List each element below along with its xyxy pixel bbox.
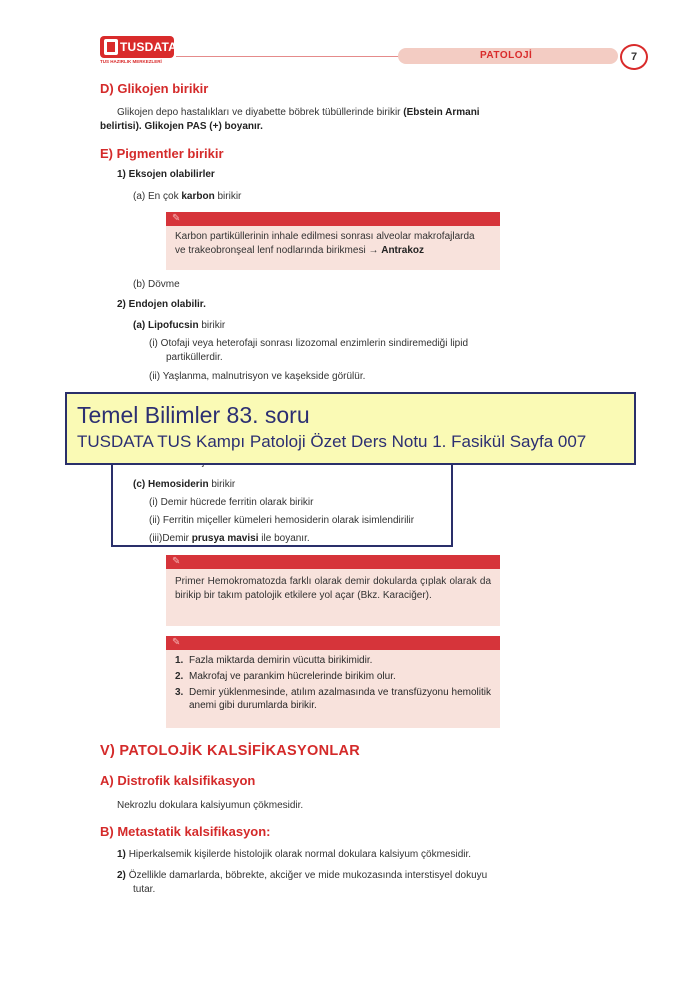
hemosiderin-i: (i) Demir hücrede ferritin olarak birikir [149, 497, 314, 508]
hemosiderin-ii: (ii) Ferritin miçeller kümeleri hemosiderin olarak isimlendirilir [149, 515, 415, 526]
note-list-number: 1. [175, 655, 184, 666]
glikojen-text-line2: belirtisi). Glikojen PAS (+) boyanır. [100, 121, 263, 132]
heading-pigmentler: E) Pigmentler birikir [100, 146, 224, 161]
hemosiderin-item: (c) Hemosiderin birikir [133, 479, 236, 490]
note-header-bar [166, 555, 500, 569]
logo-mark-icon [104, 39, 118, 55]
page-number: 7 [620, 44, 648, 70]
note-demir-list [166, 650, 500, 719]
note-list-text: Fazla miktarda demirin vücutta birikimidir. [189, 655, 373, 666]
glikojen-text-line1: Glikojen depo hastalıkları ve diyabette böbrek tübüllerinde birikir (Ebstein Armani [117, 107, 480, 118]
overlay-subtitle: TUSDATA TUS Kampı Patoloji Özet Ders Notu 1. Fasikül Sayfa 007 [77, 432, 587, 451]
eksojen-title: 1) Eksojen olabilirler [117, 169, 215, 180]
heading-glikojen: D) Glikojen birikir [100, 81, 209, 96]
metastatik-item-2-line1: 2) Özellikle damarlarda, böbrekte, akciğer ve mide mukozasında interstisyel dokuyu [117, 870, 488, 881]
note-pen-icon: ✎ [172, 637, 181, 648]
lipofucsin-i-line1: (i) Otofaji veya heterofaji sonrası lizozomal enzimlerin sindiremediği lipid [149, 338, 469, 349]
hemosiderin-iii: (iii)Demir prusya mavisi ile boyanır. [149, 533, 310, 544]
distrofik-text: Nekrozlu dokulara kalsiyumun çökmesidir. [117, 800, 304, 811]
overlay-title: Temel Bilimler 83. soru [77, 402, 310, 428]
metastatik-item-1: 1) Hiperkalsemik kişilerde histolojik olarak normal dokulara kalsiyum çökmesidir. [117, 849, 472, 860]
header-rule [176, 56, 404, 57]
note-hemokromatoz-text: Primer Hemokromatozda farklı olarak demir dokularda çıplak olarak da birikip bir takım patolojik etkilere yol açar (Bkz. Karaciğer). [175, 576, 491, 601]
endojen-title: 2) Endojen olabilir. [117, 299, 206, 310]
note-header-bar [166, 636, 500, 650]
note-box-antrakoz [166, 212, 500, 270]
metastatik-item-2-line2: tutar. [133, 884, 156, 895]
note-box-hemokromatoz [166, 555, 500, 626]
note-list-item [175, 686, 491, 712]
heading-distrofik: A) Distrofik kalsifikasyon [100, 773, 256, 788]
note-list-number: 2. [175, 671, 184, 682]
heading-metastatik: B) Metastatik kalsifikasyon: [100, 824, 271, 839]
note-antrakoz-line2: ve trakeobronşeal lenf nodlarında birikmesi → Antrakoz [175, 244, 425, 256]
note-pen-icon: ✎ [172, 213, 181, 224]
note-box-demir-list [166, 636, 500, 728]
note-antrakoz-line1: Karbon partiküllerinin inhale edilmesi sonrası alveolar makrofajlarda [175, 231, 475, 242]
lipofucsin-ii: (ii) Yaşlanma, malnutrisyon ve kaşekside görülür. [149, 371, 366, 382]
note-list-text: Demir yüklenmesinde, atılım azalmasında ve transfüzyonu hemolitik anemi gibi durumlarda birikir. [189, 687, 491, 711]
heading-kalsifikasyon: V) PATOLOJİK KALSİFİKASYONLAR [100, 743, 361, 759]
lipofucsin-item: (a) Lipofucsin birikir [133, 320, 226, 331]
note-list-text: Makrofaj ve parankim hücrelerinde birikim olur. [189, 671, 396, 682]
karbon-item: (a) En çok karbon birikir [133, 191, 242, 202]
question-overlay-label [65, 392, 636, 465]
header-section-title: PATOLOJİ [480, 50, 533, 61]
lipofucsin-i-line2: partiküllerdir. [166, 352, 223, 363]
note-list-item [175, 670, 491, 683]
note-header-bar [166, 212, 500, 226]
tusdata-logo [100, 36, 176, 68]
logo-text: TUSDATA [120, 40, 177, 54]
note-pen-icon: ✎ [172, 556, 181, 567]
note-list-number: 3. [175, 687, 184, 698]
dovme-item: (b) Dövme [133, 279, 180, 290]
note-list-item [175, 654, 491, 667]
logo-subtitle: TUS HAZIRLIK MERKEZLERİ [100, 59, 162, 64]
